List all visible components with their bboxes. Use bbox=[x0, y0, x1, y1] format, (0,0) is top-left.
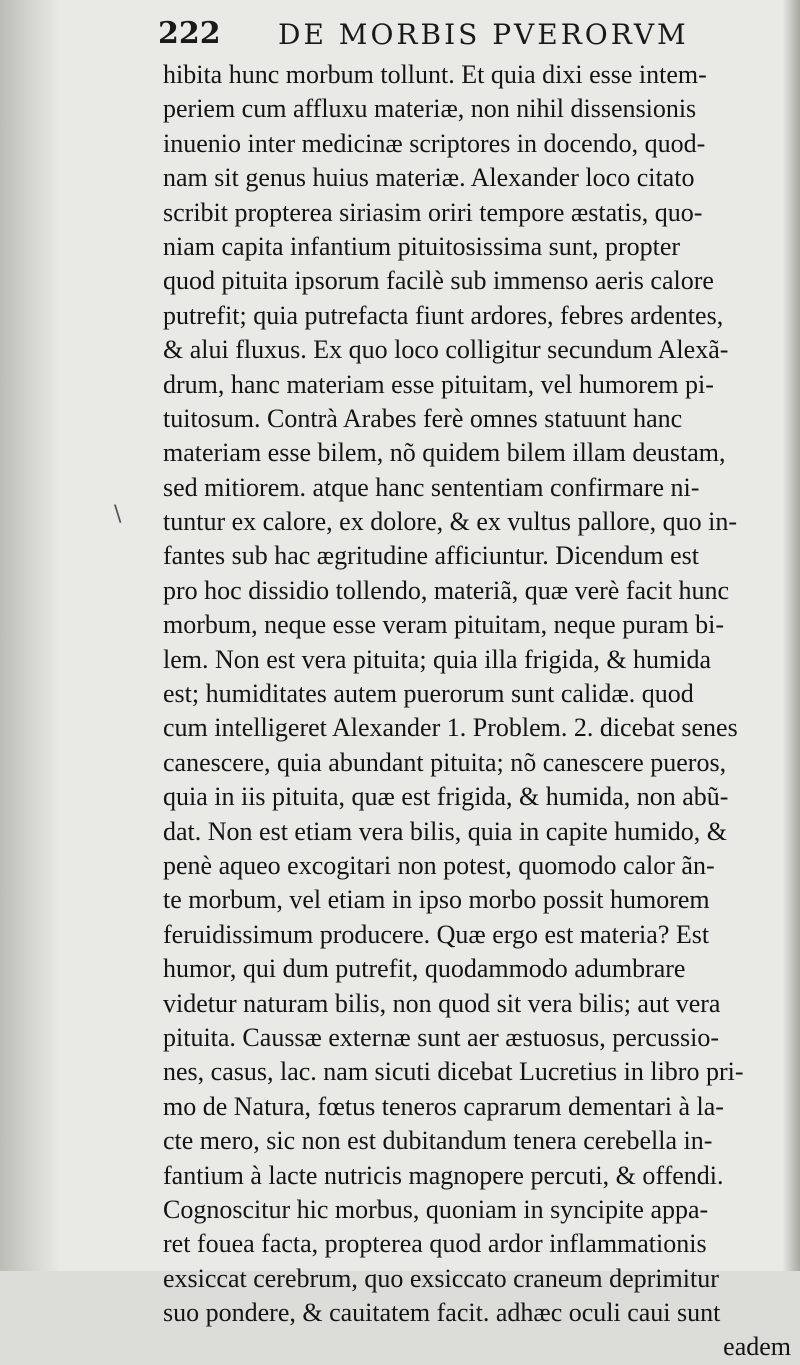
text-line: feruidissimum producere. Quæ ergo est materia? Est bbox=[163, 919, 710, 949]
body-text bbox=[163, 58, 793, 1365]
text-line: drum, hanc materiam esse pituitam, vel humorem pi- bbox=[163, 369, 714, 399]
text-line: tuntur ex calore, ex dolore, & ex vultus pallore, quo in- bbox=[163, 507, 738, 537]
text-line: nam sit genus huius materiæ. Alexander loco citato bbox=[163, 163, 695, 193]
text-line: humor, qui dum putrefit, quodammodo adumbrare bbox=[163, 954, 686, 984]
text-line: cum intelligeret Alexander 1. Problem. 2. dicebat senes bbox=[163, 713, 738, 743]
text-line: pituita. Caussæ externæ sunt aer æstuosus, percussio- bbox=[163, 1022, 720, 1052]
text-line: scribit propterea siriasim oriri tempore æstatis, quo- bbox=[163, 197, 703, 227]
text-line: fantium à lacte nutricis magnopere percuti, & offendi. bbox=[163, 1160, 724, 1190]
text-line: exsiccat cerebrum, quo exsiccato craneum deprimitur bbox=[163, 1263, 719, 1293]
text-line: canescere, quia abundant pituita; nõ canescere pueros, bbox=[163, 747, 727, 777]
text-line: te morbum, vel etiam in ipso morbo possit humorem bbox=[163, 885, 710, 915]
page-header bbox=[150, 14, 790, 58]
text-line: dat. Non est etiam vera bilis, quia in capite humido, & bbox=[163, 816, 727, 846]
text-line: tuitosum. Contrà Arabes ferè omnes statuunt hanc bbox=[163, 403, 683, 433]
text-line: suo pondere, & cauitatem facit. adhæc oculi caui sunt bbox=[163, 1298, 721, 1328]
text-line: ret fouea facta, propterea quod ardor inflammationis bbox=[163, 1229, 707, 1259]
text-line: lem. Non est vera pituita; quia illa frigida, & humida bbox=[163, 644, 712, 674]
text-line: sed mitiorem. atque hanc sententiam confirmare ni- bbox=[163, 472, 700, 502]
text-line: materiam esse bilem, nõ quidem bilem illam deustam, bbox=[163, 438, 726, 468]
text-line: quia in iis pituita, quæ est frigida, & humida, non abũ- bbox=[163, 782, 729, 812]
text-line: penè aqueo excogitari non potest, quomodo calor ãn- bbox=[163, 850, 715, 880]
page-gutter-shadow bbox=[0, 0, 60, 1271]
text-line: & alui fluxus. Ex quo loco colligitur secundum Alexã- bbox=[163, 335, 729, 365]
text-line: Cognoscitur hic morbus, quoniam in syncipite appa- bbox=[163, 1194, 709, 1224]
page-number: 222 bbox=[158, 16, 221, 51]
text-line: hibita hunc morbum tollunt. Et quia dixi esse intem- bbox=[163, 60, 707, 89]
text-line: quod pituita ipsorum facilè sub immenso aeris calore bbox=[163, 266, 714, 296]
text-line: est; humiditates autem puerorum sunt calidæ. quod bbox=[163, 679, 694, 709]
text-line: morbum, neque esse veram pituitam, neque puram bi- bbox=[163, 610, 725, 640]
text-line: mo de Natura, fœtus teneros caprarum dementari à la- bbox=[163, 1091, 724, 1121]
text-line: videtur naturam bilis, non quod sit vera bilis; aut vera bbox=[163, 988, 721, 1018]
text-line: niam capita infantium pituitosissima sunt, propter bbox=[163, 231, 681, 261]
text-line: cte mero, sic non est dubitandum tenera cerebella in- bbox=[163, 1126, 713, 1156]
text-line: periem cum affluxu materiæ, non nihil dissensionis bbox=[163, 94, 697, 124]
text-line: pro hoc dissidio tollendo, materiã, quæ verè facit hunc bbox=[163, 575, 730, 605]
text-line: nes, casus, lac. nam sicuti dicebat Lucretius in libro pri- bbox=[163, 1057, 744, 1087]
text-line: putrefit; quia putrefacta fiunt ardores, febres ardentes, bbox=[163, 300, 724, 330]
running-head: DE MORBIS PVERORVM bbox=[278, 18, 689, 51]
text-line: inuenio inter medicinæ scriptores in docendo, quod- bbox=[163, 128, 706, 158]
catchword: eadem bbox=[723, 1332, 791, 1362]
text-line: fantes sub hac ægritudine afficiuntur. Dicendum est bbox=[163, 541, 699, 571]
margin-mark: \ bbox=[114, 502, 122, 527]
